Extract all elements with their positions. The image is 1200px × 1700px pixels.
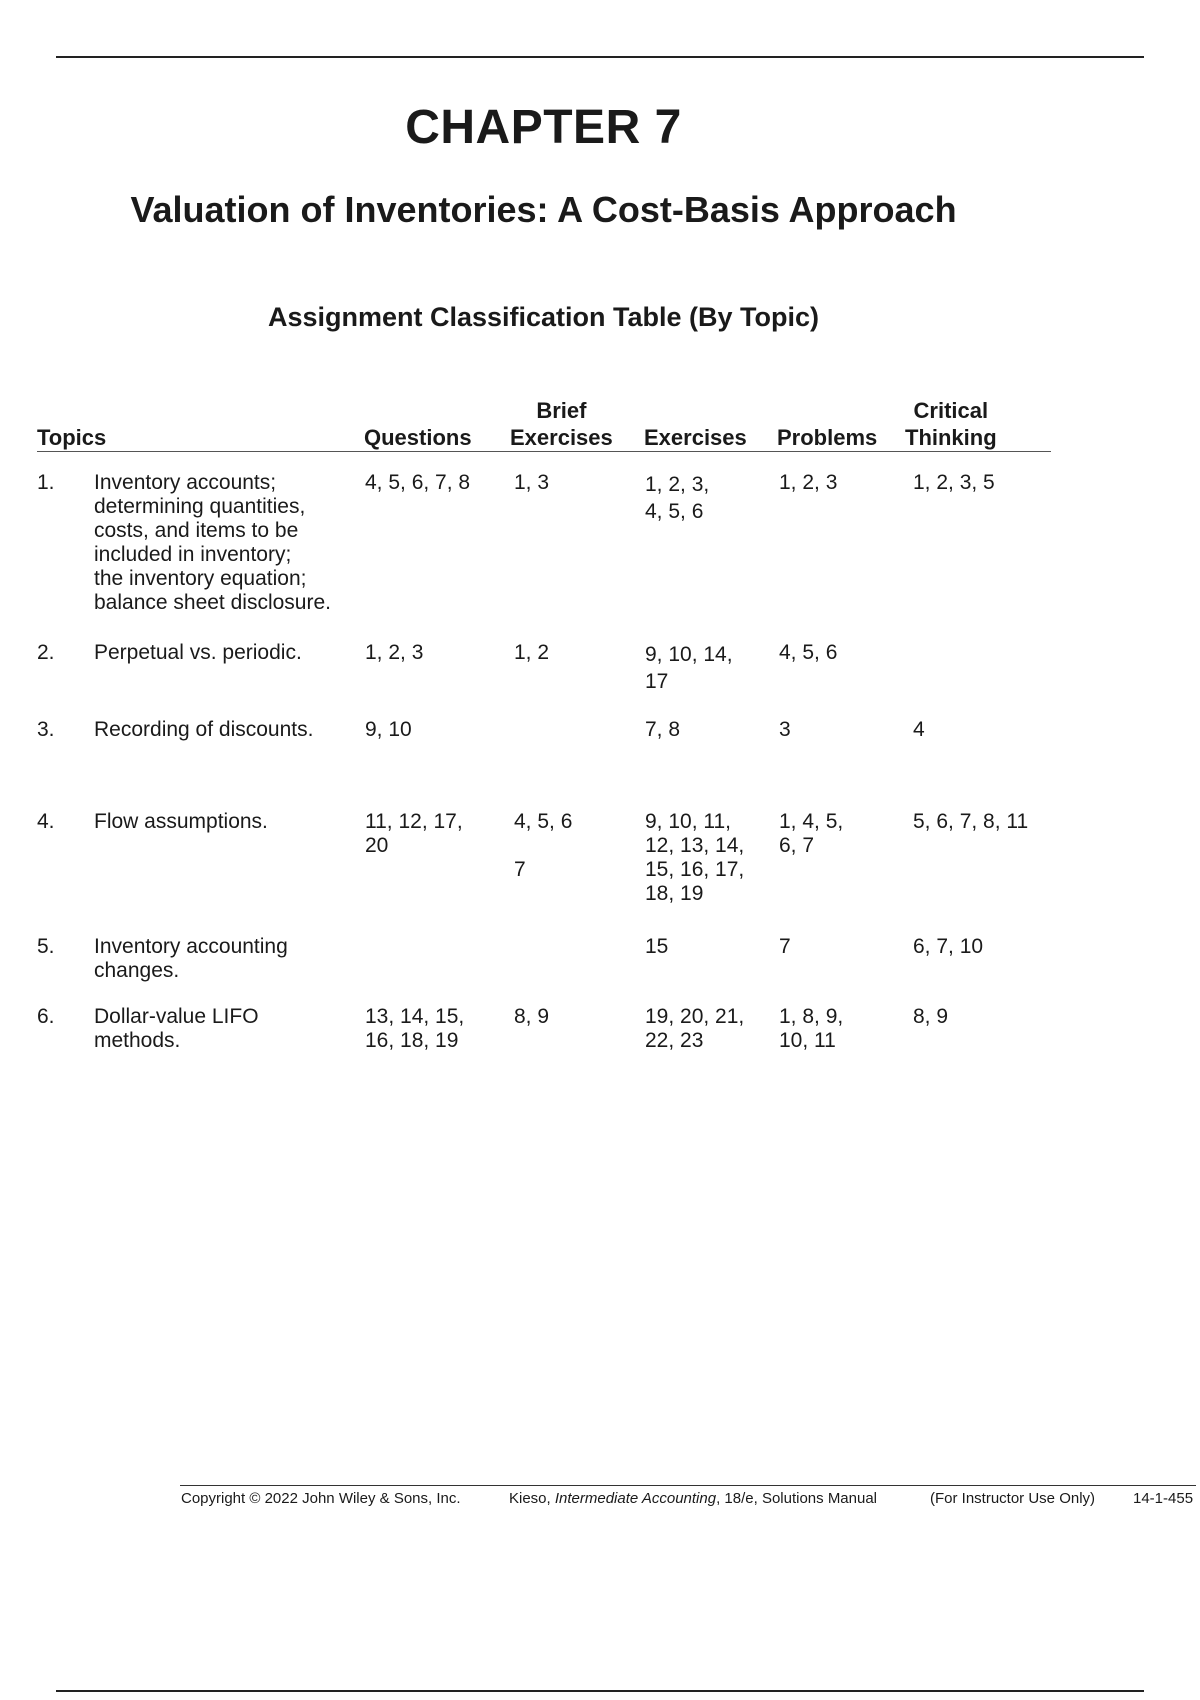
row-number: 6.	[37, 1005, 55, 1028]
footer-instructor-note: (For Instructor Use Only)	[930, 1490, 1096, 1507]
row-brief-exercises: 8, 9	[514, 1005, 550, 1028]
header-exercises: Exercises	[644, 425, 747, 450]
row-questions: 13, 14, 15, 16, 18, 19	[365, 1005, 465, 1052]
header-questions: Questions	[364, 425, 472, 450]
footer-rule	[180, 1485, 1196, 1486]
footer-book	[509, 1490, 877, 1508]
footer-page-number: 14-1-455	[1133, 1490, 1194, 1507]
row-problems: 1, 2, 3	[779, 471, 838, 494]
row-brief-exercises: 1, 2	[514, 641, 550, 664]
footer-book-title: Intermediate Accounting	[554, 1490, 717, 1507]
row-exercises: 1, 2, 3, 4, 5, 6	[645, 473, 710, 523]
row-questions: 11, 12, 17, 20	[365, 810, 463, 857]
row-number: 2.	[37, 641, 55, 664]
bottom-rule	[56, 1690, 1144, 1692]
row-exercises: 19, 20, 21, 22, 23	[645, 1005, 745, 1052]
row-topic: Recording of discounts.	[94, 718, 314, 741]
row-exercises: 9, 10, 14, 17	[645, 643, 733, 693]
row-problems: 4, 5, 6	[779, 641, 838, 664]
row-questions: 1, 2, 3	[365, 641, 424, 664]
header-rule	[37, 451, 1051, 452]
footer-book-edition: , 18/e, Solutions Manual	[716, 1490, 878, 1507]
row-questions: 9, 10	[365, 718, 412, 741]
row-exercises: 7, 8	[645, 718, 681, 741]
footer-copyright: Copyright © 2022 John Wiley & Sons, Inc.	[181, 1490, 461, 1507]
row-topic: Perpetual vs. periodic.	[94, 641, 302, 664]
row-critical-thinking: 8, 9	[913, 1005, 949, 1028]
row-critical-thinking: 5, 6, 7, 8, 11	[913, 810, 1029, 833]
row-number: 4.	[37, 810, 55, 833]
row-problems: 3	[779, 718, 791, 741]
chapter-heading: CHAPTER 7	[405, 101, 682, 154]
footer-book-author: Kieso,	[509, 1490, 555, 1507]
row-brief-exercises: 4, 5, 6 7	[514, 810, 573, 881]
table-title: Assignment Classification Table (By Topic)	[267, 302, 820, 332]
row-problems: 1, 8, 9, 10, 11	[779, 1005, 844, 1052]
row-critical-thinking: 6, 7, 10	[913, 935, 984, 958]
header-topics: Topics	[37, 425, 107, 450]
row-number: 5.	[37, 935, 55, 958]
row-topic: Inventory accounts; determining quantities, costs, and items to be included in inventory; the inventory equation; balance sheet disclosure.	[94, 471, 331, 614]
row-exercises: 15	[645, 935, 669, 958]
row-topic: Dollar-value LIFO methods.	[94, 1005, 259, 1052]
header-brief-exercises: Brief Exercises	[510, 398, 613, 450]
row-number: 1.	[37, 471, 55, 494]
row-number: 3.	[37, 718, 55, 741]
row-problems: 1, 4, 5, 6, 7	[779, 810, 844, 857]
row-questions: 4, 5, 6, 7, 8	[365, 471, 471, 494]
header-problems: Problems	[777, 425, 878, 450]
top-rule	[56, 56, 1144, 58]
row-problems: 7	[779, 935, 791, 958]
header-critical-thinking: Critical Thinking	[905, 398, 997, 450]
row-critical-thinking: 4	[913, 718, 925, 741]
row-exercises: 9, 10, 11, 12, 13, 14, 15, 16, 17, 18, 19	[645, 810, 745, 905]
row-brief-exercises: 1, 3	[514, 471, 550, 494]
row-topic: Inventory accounting changes.	[94, 935, 288, 982]
row-topic: Flow assumptions.	[94, 810, 268, 833]
row-critical-thinking: 1, 2, 3, 5	[913, 471, 995, 494]
chapter-subtitle: Valuation of Inventories: A Cost-Basis Approach	[130, 189, 957, 230]
